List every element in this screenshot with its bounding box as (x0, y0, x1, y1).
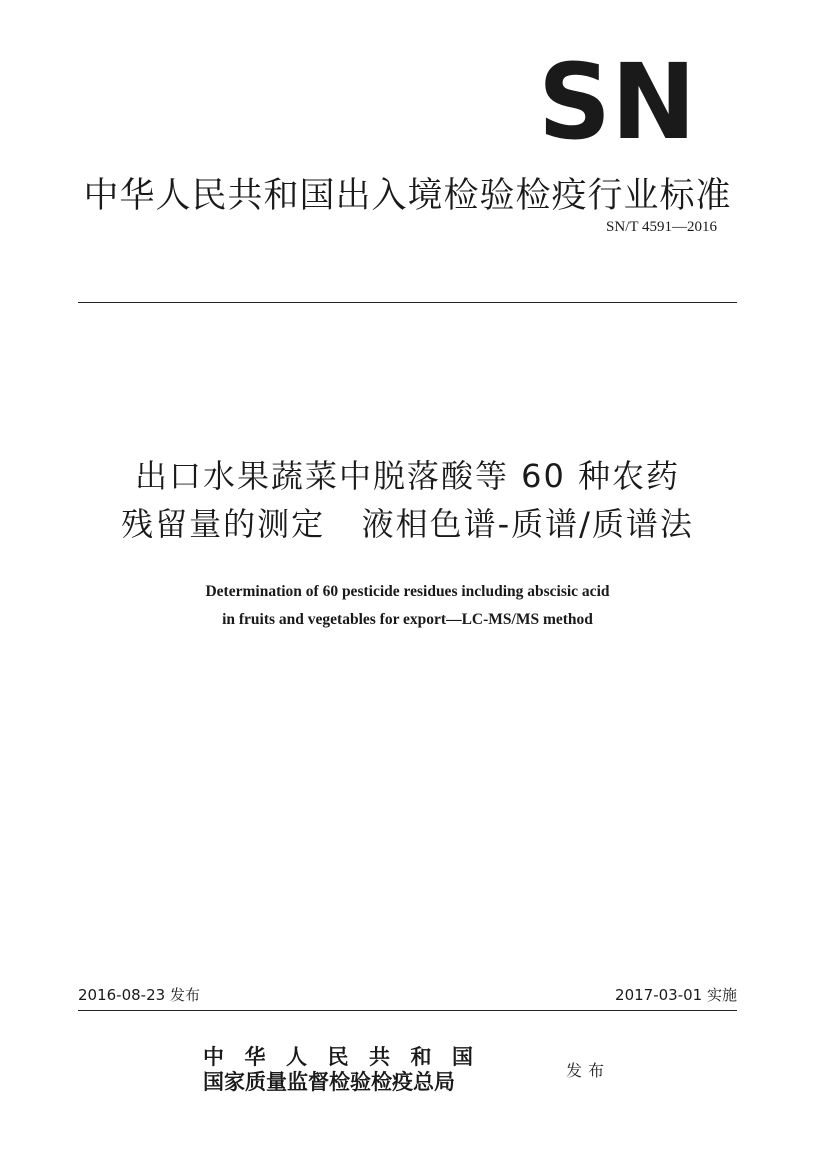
english-title-line-2: in fruits and vegetables for export—LC-MS/MS method (222, 611, 593, 628)
implementation-date: 2017-03-01 实施 (615, 986, 737, 1004)
chinese-title-line-1: 出口水果蔬菜中脱落酸等 60 种农药 (134, 457, 681, 495)
bottom-divider (78, 1010, 737, 1011)
issuer-line-1: 中华人民共和国 (203, 1044, 494, 1069)
english-title (0, 578, 815, 634)
chinese-title (0, 452, 815, 548)
issuer-line-2: 国家质量监督检验检疫总局 (203, 1069, 455, 1094)
sn-logo-text: SN (538, 58, 696, 144)
top-divider (78, 302, 737, 303)
publish-label: 发布 (566, 1061, 611, 1080)
chinese-title-line-2: 残留量的测定 液相色谱-质谱/质谱法 (121, 505, 694, 543)
standard-code: SN/T 4591—2016 (606, 219, 717, 235)
sn-logo (536, 58, 698, 144)
issuing-authorities (203, 1044, 494, 1094)
english-title-line-1: Determination of 60 pesticide residues including abscisic acid (205, 583, 610, 600)
issue-date: 2016-08-23 发布 (78, 986, 200, 1004)
org-title: 中华人民共和国出入境检验检疫行业标准 (83, 176, 732, 216)
